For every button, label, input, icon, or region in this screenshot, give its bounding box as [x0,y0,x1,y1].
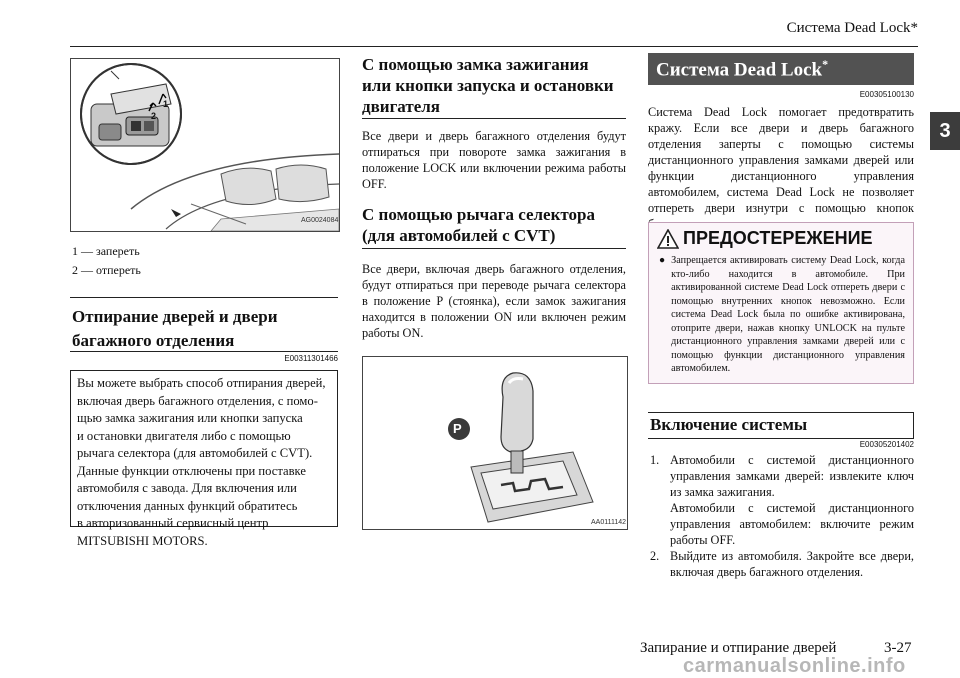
warning-triangle-icon [657,229,679,249]
warning-text: Запрещается активировать систему Dead Lock, когда кто-либо находится в автомобиле. При активированной системе Dead Lock отпереть двери с помощью внутренних кнопок невозможно. Если система Dead Lock была по ошибке активирована, отоприте двери, нажав кнопку UNLOCK на пульте дистанционного управления замками дверей или с помощью функции дистанционного управления автомобилем. [671,255,905,374]
note-line: Вы можете выбрать способ отпирания дверей, [77,376,326,390]
heading-activation-side-rule [913,412,914,438]
section-heading-unlocking: Отпирание дверей и двери багажного отделения [72,307,278,350]
door-switch-illustration [70,58,340,232]
legend [72,242,141,280]
note-line: рычага селектора (для автомобилей с CVT). [77,446,313,460]
heading-activation-bottom-rule [648,438,914,439]
legend-item-lock: 1 — запереть [72,244,140,258]
section-top-rule [70,297,338,298]
paragraph-ignition: Все двери и дверь багажного отделения будут отпираться при повороте замка зажигания в положение LOCK или включении режима работы OFF. [362,129,626,191]
note-line: отключения данных функций обратитесь [77,498,298,513]
note-line: в авторизованный сервисный центр [77,516,269,530]
door-switch-drawing [71,59,339,231]
section-code: E00311301466 [284,354,338,363]
note-line: Данные функции отключены при поставке [77,463,306,478]
heading-ignition-rule [362,118,626,119]
list-item: 2. Выйдите из автомобиля. Закройте все двери, включая дверь багажного отделения. [650,549,914,579]
selector-lever-illustration [362,356,628,530]
heading-selector-rule [362,248,626,249]
note-line: MITSUBISHI MOTORS. [77,533,208,548]
heading-selector: С помощью рычага селектора (для автомобилей с CVT) [362,205,595,245]
figure-code: AA0111142 [591,519,627,526]
note-line: щью замка зажигания или кнопки запуска [77,411,303,425]
section-banner-dead-lock: Система Dead Lock* [648,53,914,85]
note-line: включая дверь багажного отделения, с помо- [77,393,318,408]
callout-1: 1 [163,99,169,109]
page-number: 3-27 [884,640,912,656]
watermark: carmanualsonline.info [683,655,906,677]
list-item: 1. Автомобили с системой дистанционного управления замками дверей: извлеките ключ из замка зажигания. [650,453,914,499]
steps-list [650,452,914,580]
selector-lever-drawing [363,357,627,529]
header-rule [70,46,918,47]
paragraph-selector: Все двери, включая дверь багажного отделения, будут отпираться при переводе рычага селектора в положение P (стоянка), если замок зажигания находится в положении ON или включен режим работы ON. [362,262,626,340]
callout-2: 2 [151,111,157,121]
figure-code: AG0024084 [301,217,339,224]
p-position-label: P [453,421,462,436]
note-line: и остановки двигателя либо с помощью [77,428,291,443]
note-box [70,370,338,548]
bullet-icon: ● [659,255,666,266]
warning-title: ПРЕДОСТЕРЕЖЕНИЕ [683,228,873,248]
paragraph-dead-lock-intro: Система Dead Lock помогает предотвратить кражу. Если все двери и дверь багажного отделения заперты с помощью системы дистанционного управления замками дверей или функции дистанционного управления автомобилем, система Dead Lock не позволяет отпереть двери изнутри с помощью кнопок [648,105,914,215]
section-code: E00305201402 [859,440,914,449]
chapter-tab: 3 [930,112,960,150]
footer-section-title: Запирание и отпирание дверей [640,640,837,656]
legend-item-unlock: 2 — отпереть [72,263,141,277]
page-header-title: Система Dead Lock* [786,20,918,36]
warning-box [648,222,914,384]
heading-activation: Включение системы [650,415,808,434]
section-code: E00305100130 [859,90,914,99]
section-bottom-rule [70,351,338,352]
note-line: автомобиля с завода. Для включения или [77,481,297,495]
heading-ignition: С помощью замка зажигания или кнопки запуска и остановки двигателя [362,55,614,116]
list-item: Автомобили с системой дистанционного управления автомобилем: включите режим работы OFF. [670,501,914,547]
